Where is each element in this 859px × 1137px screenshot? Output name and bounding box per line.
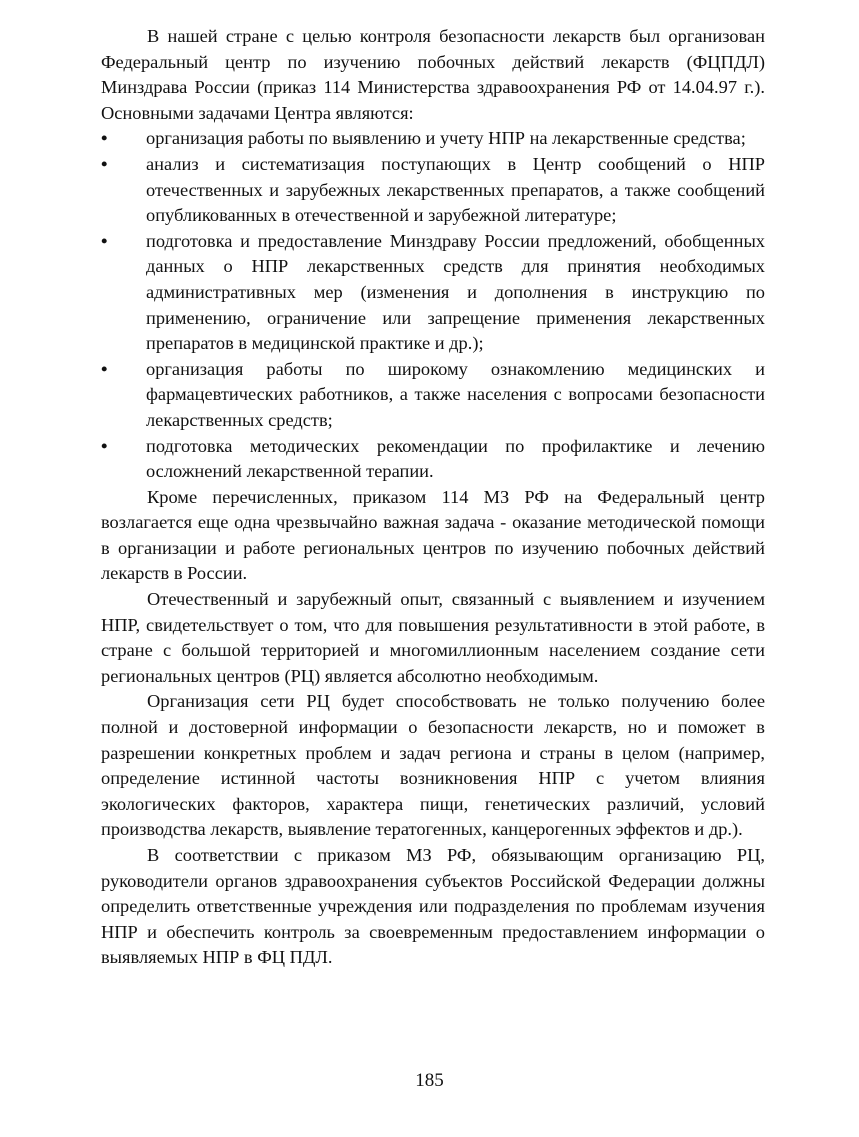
list-item xyxy=(101,434,765,485)
list-item xyxy=(101,126,765,152)
task-text: организация работы по выявлению и учету НПР на лекарственные средства; xyxy=(146,128,746,149)
page-number: 185 xyxy=(415,1070,444,1091)
bullet-mark: • xyxy=(101,128,108,149)
bullet-mark: • xyxy=(101,435,108,456)
bullet-mark: • xyxy=(101,230,108,251)
task-text: организация работы по широкому ознакомлению медицинских и фармацевтических работников, а также населения с вопросами безопасности лекарственных средств; xyxy=(146,358,765,430)
list-item xyxy=(101,152,765,229)
bullet-mark: • xyxy=(101,153,108,174)
intro-paragraph: В нашей стране с целью контроля безопасности лекарств был организован Федеральный центр по изучению побочных действий лекарств (ФЦПДЛ) Минздрава России (приказ 114 Министерства здравоохранения РФ от 14.04.97 г.). Основными задачами Центра являются: xyxy=(101,26,765,123)
body-paragraph: В соответствии с приказом МЗ РФ, обязывающим организацию РЦ, руководители органов здравоохранения субъектов Российской Федерации должны определить ответственные учреждения или подразделения по проблемам изучения НПР и обеспечить контроль за своевременным предоставлением информации о выявляемых НПР в ФЦ ПДЛ. xyxy=(101,845,765,968)
list-item xyxy=(101,229,765,357)
task-text: подготовка и предоставление Минздраву России предложений, обобщенных данных о НПР лекарственных средств для принятия необходимых административных мер (изменения и дополнения в инструкцию по применению, ограничение или запрещение применения лекарственных препаратов в медицинской практике и др.); xyxy=(146,230,765,354)
task-text: анализ и систематизация поступающих в Центр сообщений о НПР отечественных и зарубежных лекарственных препаратов, а также сообщений опубликованных в отечественной и зарубежной литературе; xyxy=(146,153,765,226)
bullet-mark: • xyxy=(101,358,108,379)
body-paragraph: Организация сети РЦ будет способствовать не только получению более полной и достоверной информации о безопасности лекарств, но и поможет в разрешении конкретных проблем и задач региона и страны в целом (например, определение истинной частоты возникновения НПР с учетом влияния экологических факторов, характера пищи, генетических различий, условий производства лекарств, выявление тератогенных, канцерогенных эффектов и др.). xyxy=(101,691,765,840)
body-paragraph: Отечественный и зарубежный опыт, связанный с выявлением и изучением НПР, свидетельствует о том, что для повышения результативности в этой работе, в стране с большой территорией и многомиллионным населением создание сети региональных центров (РЦ) является абсолютно необходимым. xyxy=(101,589,765,686)
body-paragraph: Кроме перечисленных, приказом 114 МЗ РФ на Федеральный центр возлагается еще одна чрезвычайно важная задача - оказание методической помощи в организации и работе региональных центров по изучению побочных действий лекарств в России. xyxy=(101,486,765,584)
tasks-list xyxy=(101,126,765,484)
list-item xyxy=(101,357,765,434)
task-text: подготовка методических рекомендации по профилактике и лечению осложнений лекарственной терапии. xyxy=(146,435,765,482)
